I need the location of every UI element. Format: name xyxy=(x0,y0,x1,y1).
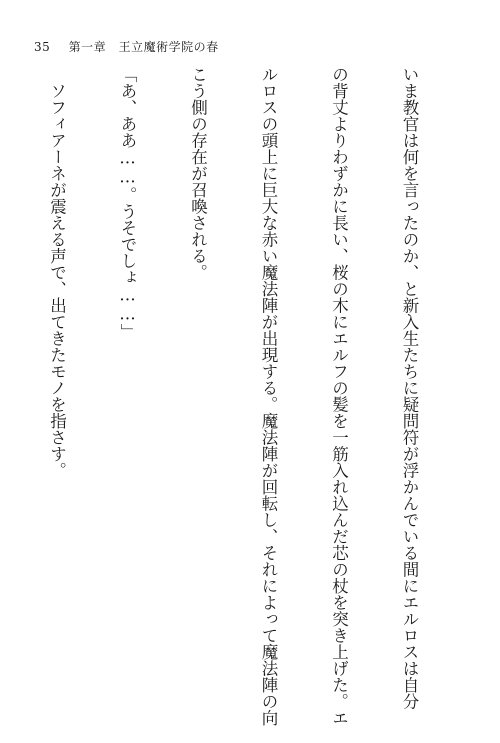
text-line: こう側の存在が召喚される。 xyxy=(188,66,208,281)
text-line: 「あ、ああ……。うそでしょ……」 xyxy=(118,66,137,340)
body-text xyxy=(47,66,468,726)
text-line: ソフィアーネが震える声で、出てきたモノを指さす。 xyxy=(47,66,67,479)
text-line: の背丈よりわずかに長い、桜の木にエルフの髪を一筋入れ込んだ芯の杖を突き上げた。エ xyxy=(329,66,349,726)
page-number: 35 xyxy=(34,40,51,54)
text-line: ルロスの頭上に巨大な赤い魔法陣が出現する。魔法陣が回転し、それによって魔法陣の向 xyxy=(259,66,278,726)
chapter-title: 第一章 王立魔術学院の春 xyxy=(68,40,219,54)
running-header xyxy=(34,38,219,55)
text-line: いま教官は何を言ったのか、と新入生たちに疑問符が浮かんでいる間にエルロスは自分 xyxy=(400,66,419,710)
